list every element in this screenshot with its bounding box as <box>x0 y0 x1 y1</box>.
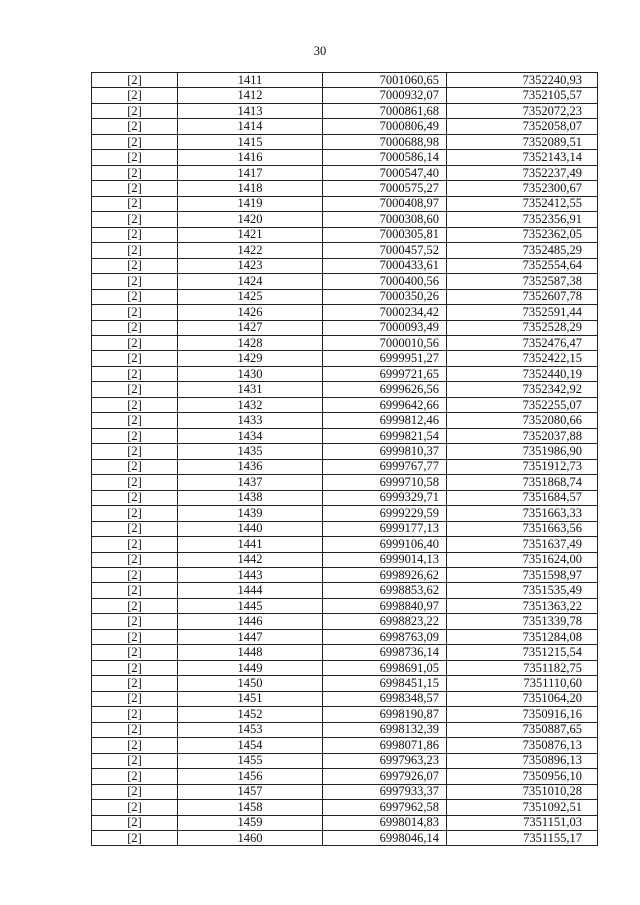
ref-cell: [2] <box>92 614 178 629</box>
point-number-cell: 1439 <box>178 506 323 521</box>
point-number-cell: 1414 <box>178 119 323 134</box>
ref-cell: [2] <box>92 366 178 381</box>
x-coordinate-cell: 6998071,86 <box>323 738 447 753</box>
y-coordinate-cell: 7351624,00 <box>447 552 598 567</box>
table-row <box>92 722 598 737</box>
x-coordinate-cell: 6999642,66 <box>323 397 447 412</box>
ref-cell: [2] <box>92 274 178 289</box>
ref-cell: [2] <box>92 320 178 335</box>
table-row <box>92 274 598 289</box>
x-coordinate-cell: 6998190,87 <box>323 707 447 722</box>
table-row <box>92 691 598 706</box>
point-number-cell: 1449 <box>178 660 323 675</box>
ref-cell: [2] <box>92 629 178 644</box>
y-coordinate-cell: 7352058,07 <box>447 119 598 134</box>
ref-cell: [2] <box>92 243 178 258</box>
ref-cell: [2] <box>92 707 178 722</box>
x-coordinate-cell: 6998046,14 <box>323 830 447 845</box>
table-row <box>92 769 598 784</box>
y-coordinate-cell: 7352037,88 <box>447 428 598 443</box>
x-coordinate-cell: 6999810,37 <box>323 444 447 459</box>
point-number-cell: 1455 <box>178 753 323 768</box>
ref-cell: [2] <box>92 598 178 613</box>
y-coordinate-cell: 7352237,49 <box>447 165 598 180</box>
y-coordinate-cell: 7351155,17 <box>447 830 598 845</box>
table-row <box>92 289 598 304</box>
coordinates-table-body <box>92 73 598 846</box>
y-coordinate-cell: 7351535,49 <box>447 583 598 598</box>
table-row <box>92 490 598 505</box>
x-coordinate-cell: 7000861,68 <box>323 103 447 118</box>
ref-cell: [2] <box>92 645 178 660</box>
table-row <box>92 552 598 567</box>
point-number-cell: 1417 <box>178 165 323 180</box>
y-coordinate-cell: 7352240,93 <box>447 73 598 88</box>
y-coordinate-cell: 7351363,22 <box>447 598 598 613</box>
point-number-cell: 1448 <box>178 645 323 660</box>
table-row <box>92 506 598 521</box>
y-coordinate-cell: 7351010,28 <box>447 784 598 799</box>
x-coordinate-cell: 7000400,56 <box>323 274 447 289</box>
ref-cell: [2] <box>92 490 178 505</box>
point-number-cell: 1423 <box>178 258 323 273</box>
point-number-cell: 1454 <box>178 738 323 753</box>
x-coordinate-cell: 6999767,77 <box>323 459 447 474</box>
point-number-cell: 1442 <box>178 552 323 567</box>
ref-cell: [2] <box>92 428 178 443</box>
table-row <box>92 212 598 227</box>
table-row <box>92 103 598 118</box>
point-number-cell: 1411 <box>178 73 323 88</box>
y-coordinate-cell: 7352587,38 <box>447 274 598 289</box>
x-coordinate-cell: 6999106,40 <box>323 537 447 552</box>
ref-cell: [2] <box>92 165 178 180</box>
y-coordinate-cell: 7352356,91 <box>447 212 598 227</box>
point-number-cell: 1433 <box>178 413 323 428</box>
y-coordinate-cell: 7352591,44 <box>447 305 598 320</box>
ref-cell: [2] <box>92 351 178 366</box>
ref-cell: [2] <box>92 289 178 304</box>
y-coordinate-cell: 7352143,14 <box>447 150 598 165</box>
point-number-cell: 1445 <box>178 598 323 613</box>
ref-cell: [2] <box>92 830 178 845</box>
table-row <box>92 181 598 196</box>
ref-cell: [2] <box>92 196 178 211</box>
x-coordinate-cell: 6998451,15 <box>323 676 447 691</box>
y-coordinate-cell: 7351663,56 <box>447 521 598 536</box>
ref-cell: [2] <box>92 784 178 799</box>
x-coordinate-cell: 6998014,83 <box>323 815 447 830</box>
y-coordinate-cell: 7351151,03 <box>447 815 598 830</box>
y-coordinate-cell: 7352476,47 <box>447 335 598 350</box>
ref-cell: [2] <box>92 568 178 583</box>
table-row <box>92 568 598 583</box>
y-coordinate-cell: 7352342,92 <box>447 382 598 397</box>
point-number-cell: 1458 <box>178 800 323 815</box>
ref-cell: [2] <box>92 413 178 428</box>
table-row <box>92 676 598 691</box>
x-coordinate-cell: 6998853,62 <box>323 583 447 598</box>
point-number-cell: 1450 <box>178 676 323 691</box>
table-row <box>92 537 598 552</box>
point-number-cell: 1422 <box>178 243 323 258</box>
ref-cell: [2] <box>92 691 178 706</box>
y-coordinate-cell: 7352072,23 <box>447 103 598 118</box>
x-coordinate-cell: 7000350,26 <box>323 289 447 304</box>
ref-cell: [2] <box>92 305 178 320</box>
ref-cell: [2] <box>92 722 178 737</box>
y-coordinate-cell: 7351912,73 <box>447 459 598 474</box>
x-coordinate-cell: 6999626,56 <box>323 382 447 397</box>
table-row <box>92 660 598 675</box>
point-number-cell: 1451 <box>178 691 323 706</box>
table-row <box>92 227 598 242</box>
y-coordinate-cell: 7351215,54 <box>447 645 598 660</box>
ref-cell: [2] <box>92 73 178 88</box>
point-number-cell: 1456 <box>178 769 323 784</box>
y-coordinate-cell: 7352422,15 <box>447 351 598 366</box>
point-number-cell: 1435 <box>178 444 323 459</box>
point-number-cell: 1412 <box>178 88 323 103</box>
point-number-cell: 1416 <box>178 150 323 165</box>
y-coordinate-cell: 7352089,51 <box>447 134 598 149</box>
ref-cell: [2] <box>92 181 178 196</box>
point-number-cell: 1432 <box>178 397 323 412</box>
table-row <box>92 335 598 350</box>
x-coordinate-cell: 7000433,61 <box>323 258 447 273</box>
table-row <box>92 707 598 722</box>
table-row <box>92 366 598 381</box>
point-number-cell: 1443 <box>178 568 323 583</box>
y-coordinate-cell: 7351868,74 <box>447 475 598 490</box>
ref-cell: [2] <box>92 815 178 830</box>
table-row <box>92 459 598 474</box>
ref-cell: [2] <box>92 552 178 567</box>
y-coordinate-cell: 7351684,57 <box>447 490 598 505</box>
x-coordinate-cell: 7001060,65 <box>323 73 447 88</box>
table-row <box>92 830 598 845</box>
point-number-cell: 1429 <box>178 351 323 366</box>
y-coordinate-cell: 7352607,78 <box>447 289 598 304</box>
point-number-cell: 1447 <box>178 629 323 644</box>
x-coordinate-cell: 7000575,27 <box>323 181 447 196</box>
point-number-cell: 1419 <box>178 196 323 211</box>
point-number-cell: 1426 <box>178 305 323 320</box>
table-row <box>92 150 598 165</box>
x-coordinate-cell: 7000308,60 <box>323 212 447 227</box>
point-number-cell: 1444 <box>178 583 323 598</box>
table-row <box>92 258 598 273</box>
y-coordinate-cell: 7351637,49 <box>447 537 598 552</box>
table-row <box>92 614 598 629</box>
point-number-cell: 1425 <box>178 289 323 304</box>
y-coordinate-cell: 7352528,29 <box>447 320 598 335</box>
table-row <box>92 243 598 258</box>
table-row <box>92 165 598 180</box>
x-coordinate-cell: 6997963,23 <box>323 753 447 768</box>
point-number-cell: 1437 <box>178 475 323 490</box>
table-row <box>92 73 598 88</box>
ref-cell: [2] <box>92 676 178 691</box>
x-coordinate-cell: 6999812,46 <box>323 413 447 428</box>
y-coordinate-cell: 7350887,65 <box>447 722 598 737</box>
point-number-cell: 1457 <box>178 784 323 799</box>
y-coordinate-cell: 7351663,33 <box>447 506 598 521</box>
table-row <box>92 753 598 768</box>
y-coordinate-cell: 7351986,90 <box>447 444 598 459</box>
x-coordinate-cell: 6998840,97 <box>323 598 447 613</box>
ref-cell: [2] <box>92 212 178 227</box>
y-coordinate-cell: 7352485,29 <box>447 243 598 258</box>
table-row <box>92 382 598 397</box>
ref-cell: [2] <box>92 769 178 784</box>
x-coordinate-cell: 6998348,57 <box>323 691 447 706</box>
y-coordinate-cell: 7352412,55 <box>447 196 598 211</box>
table-row <box>92 815 598 830</box>
ref-cell: [2] <box>92 738 178 753</box>
table-row <box>92 598 598 613</box>
point-number-cell: 1438 <box>178 490 323 505</box>
table-row <box>92 738 598 753</box>
x-coordinate-cell: 7000457,52 <box>323 243 447 258</box>
ref-cell: [2] <box>92 660 178 675</box>
x-coordinate-cell: 6999014,13 <box>323 552 447 567</box>
ref-cell: [2] <box>92 475 178 490</box>
ref-cell: [2] <box>92 382 178 397</box>
x-coordinate-cell: 6999329,71 <box>323 490 447 505</box>
table-row <box>92 784 598 799</box>
table-row <box>92 645 598 660</box>
ref-cell: [2] <box>92 753 178 768</box>
table-row <box>92 119 598 134</box>
y-coordinate-cell: 7352300,67 <box>447 181 598 196</box>
ref-cell: [2] <box>92 583 178 598</box>
ref-cell: [2] <box>92 150 178 165</box>
x-coordinate-cell: 7000010,56 <box>323 335 447 350</box>
ref-cell: [2] <box>92 521 178 536</box>
x-coordinate-cell: 6998736,14 <box>323 645 447 660</box>
x-coordinate-cell: 7000586,14 <box>323 150 447 165</box>
x-coordinate-cell: 6997962,58 <box>323 800 447 815</box>
ref-cell: [2] <box>92 88 178 103</box>
point-number-cell: 1453 <box>178 722 323 737</box>
x-coordinate-cell: 6999177,13 <box>323 521 447 536</box>
ref-cell: [2] <box>92 506 178 521</box>
x-coordinate-cell: 6999951,27 <box>323 351 447 366</box>
table-row <box>92 444 598 459</box>
x-coordinate-cell: 6999721,65 <box>323 366 447 381</box>
x-coordinate-cell: 7000547,40 <box>323 165 447 180</box>
ref-cell: [2] <box>92 103 178 118</box>
ref-cell: [2] <box>92 227 178 242</box>
y-coordinate-cell: 7351284,08 <box>447 629 598 644</box>
coordinates-table <box>91 72 598 846</box>
y-coordinate-cell: 7351110,60 <box>447 676 598 691</box>
point-number-cell: 1434 <box>178 428 323 443</box>
y-coordinate-cell: 7350956,10 <box>447 769 598 784</box>
x-coordinate-cell: 7000234,42 <box>323 305 447 320</box>
y-coordinate-cell: 7351598,97 <box>447 568 598 583</box>
x-coordinate-cell: 7000688,98 <box>323 134 447 149</box>
y-coordinate-cell: 7350896,13 <box>447 753 598 768</box>
y-coordinate-cell: 7352105,57 <box>447 88 598 103</box>
table-row <box>92 413 598 428</box>
point-number-cell: 1440 <box>178 521 323 536</box>
ref-cell: [2] <box>92 119 178 134</box>
x-coordinate-cell: 6999710,58 <box>323 475 447 490</box>
y-coordinate-cell: 7350916,16 <box>447 707 598 722</box>
x-coordinate-cell: 6998763,09 <box>323 629 447 644</box>
y-coordinate-cell: 7352554,64 <box>447 258 598 273</box>
x-coordinate-cell: 7000093,49 <box>323 320 447 335</box>
y-coordinate-cell: 7351064,20 <box>447 691 598 706</box>
point-number-cell: 1420 <box>178 212 323 227</box>
point-number-cell: 1452 <box>178 707 323 722</box>
table-row <box>92 397 598 412</box>
point-number-cell: 1413 <box>178 103 323 118</box>
table-row <box>92 475 598 490</box>
x-coordinate-cell: 6998691,05 <box>323 660 447 675</box>
table-row <box>92 88 598 103</box>
ref-cell: [2] <box>92 537 178 552</box>
x-coordinate-cell: 7000932,07 <box>323 88 447 103</box>
x-coordinate-cell: 6999229,59 <box>323 506 447 521</box>
y-coordinate-cell: 7351182,75 <box>447 660 598 675</box>
y-coordinate-cell: 7352080,66 <box>447 413 598 428</box>
point-number-cell: 1441 <box>178 537 323 552</box>
table-row <box>92 428 598 443</box>
page-number: 30 <box>313 44 327 58</box>
table-row <box>92 320 598 335</box>
point-number-cell: 1430 <box>178 366 323 381</box>
ref-cell: [2] <box>92 335 178 350</box>
y-coordinate-cell: 7352362,05 <box>447 227 598 242</box>
point-number-cell: 1459 <box>178 815 323 830</box>
x-coordinate-cell: 6997926,07 <box>323 769 447 784</box>
x-coordinate-cell: 6998823,22 <box>323 614 447 629</box>
y-coordinate-cell: 7351339,78 <box>447 614 598 629</box>
table-row <box>92 583 598 598</box>
ref-cell: [2] <box>92 134 178 149</box>
point-number-cell: 1418 <box>178 181 323 196</box>
y-coordinate-cell: 7351092,51 <box>447 800 598 815</box>
point-number-cell: 1431 <box>178 382 323 397</box>
x-coordinate-cell: 6999821,54 <box>323 428 447 443</box>
point-number-cell: 1415 <box>178 134 323 149</box>
ref-cell: [2] <box>92 397 178 412</box>
table-row <box>92 629 598 644</box>
y-coordinate-cell: 7352255,07 <box>447 397 598 412</box>
point-number-cell: 1436 <box>178 459 323 474</box>
table-row <box>92 196 598 211</box>
y-coordinate-cell: 7350876,13 <box>447 738 598 753</box>
table-row <box>92 351 598 366</box>
point-number-cell: 1427 <box>178 320 323 335</box>
table-row <box>92 305 598 320</box>
y-coordinate-cell: 7352440,19 <box>447 366 598 381</box>
point-number-cell: 1428 <box>178 335 323 350</box>
table-row <box>92 521 598 536</box>
x-coordinate-cell: 7000305,81 <box>323 227 447 242</box>
point-number-cell: 1421 <box>178 227 323 242</box>
x-coordinate-cell: 6998926,62 <box>323 568 447 583</box>
table-row <box>92 134 598 149</box>
point-number-cell: 1460 <box>178 830 323 845</box>
x-coordinate-cell: 7000806,49 <box>323 119 447 134</box>
table-row <box>92 800 598 815</box>
x-coordinate-cell: 6998132,39 <box>323 722 447 737</box>
x-coordinate-cell: 6997933,37 <box>323 784 447 799</box>
point-number-cell: 1446 <box>178 614 323 629</box>
ref-cell: [2] <box>92 800 178 815</box>
ref-cell: [2] <box>92 444 178 459</box>
ref-cell: [2] <box>92 258 178 273</box>
ref-cell: [2] <box>92 459 178 474</box>
point-number-cell: 1424 <box>178 274 323 289</box>
x-coordinate-cell: 7000408,97 <box>323 196 447 211</box>
